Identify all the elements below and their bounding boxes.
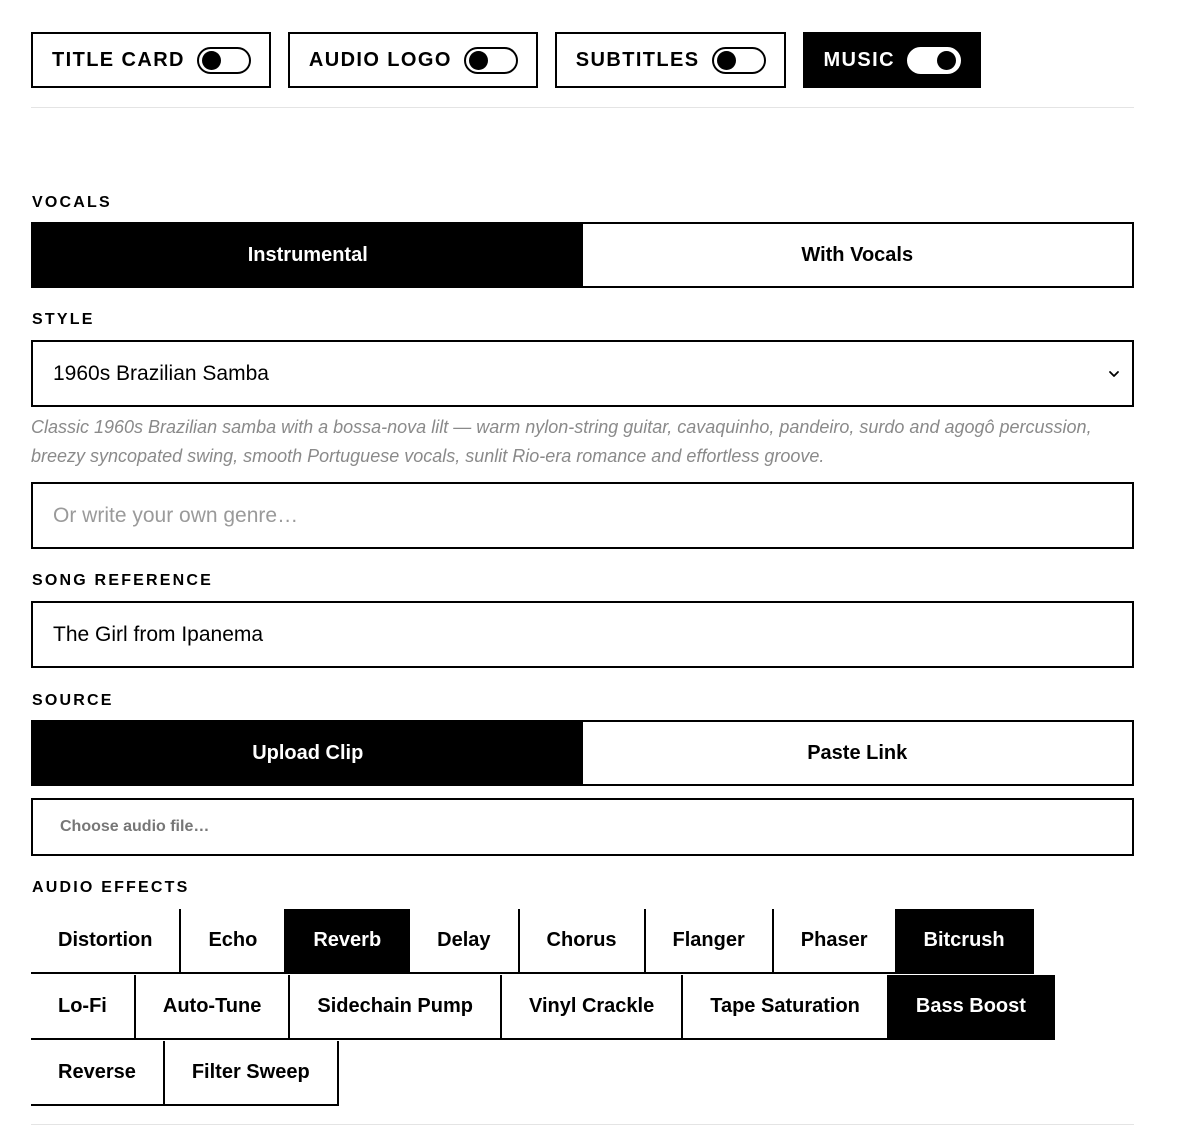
audio-logo-toggle[interactable] xyxy=(288,32,538,88)
style-description: Classic 1960s Brazilian samba with a bossa-nova lilt — warm nylon-string guitar, cavaquinho, pandeiro, surdo and agogô percussion, breezy syncopated swing, smooth Portuguese vocals, sunlit Rio-era romance and effortless groove. xyxy=(31,417,1092,466)
chevron-down-icon xyxy=(1108,368,1120,380)
effect-filter-sweep[interactable]: Filter Sweep xyxy=(165,1041,339,1104)
vocals-option-instrumental[interactable]: Instrumental xyxy=(33,224,583,286)
divider xyxy=(31,1124,1134,1125)
audio-logo-switch[interactable] xyxy=(464,47,518,74)
switch-knob xyxy=(469,51,488,70)
title-card-toggle-label: TITLE CARD xyxy=(52,48,185,71)
music-toggle-label: MUSIC xyxy=(823,48,895,71)
effect-sidechain-pump[interactable]: Sidechain Pump xyxy=(290,975,502,1038)
effects-row xyxy=(31,909,1034,974)
song-reference-value: The Girl from Ipanema xyxy=(53,622,264,646)
custom-genre-input[interactable] xyxy=(31,482,1134,549)
effect-reverse[interactable]: Reverse xyxy=(31,1041,165,1104)
title-card-toggle[interactable] xyxy=(31,32,271,88)
audio-file-picker[interactable] xyxy=(31,798,1134,856)
effect-lo-fi[interactable]: Lo-Fi xyxy=(31,975,136,1038)
subtitles-toggle-label: SUBTITLES xyxy=(575,48,700,71)
effect-reverb[interactable]: Reverb xyxy=(286,909,410,972)
style-select-value: 1960s Brazilian Samba xyxy=(53,361,269,385)
feature-toggles xyxy=(31,32,981,88)
effect-echo[interactable]: Echo xyxy=(181,909,286,972)
style-label: STYLE xyxy=(32,311,95,328)
effect-auto-tune[interactable]: Auto-Tune xyxy=(136,975,291,1038)
audio-effects-label: AUDIO EFFECTS xyxy=(32,879,190,896)
vocals-selector xyxy=(31,222,1134,288)
source-option-upload-clip[interactable]: Upload Clip xyxy=(33,722,583,784)
effect-distortion[interactable]: Distortion xyxy=(31,909,181,972)
effect-tape-saturation[interactable]: Tape Saturation xyxy=(683,975,889,1038)
vocals-option-with-vocals[interactable]: With Vocals xyxy=(583,224,1133,286)
subtitles-toggle[interactable] xyxy=(555,32,786,88)
custom-genre-placeholder: Or write your own genre… xyxy=(53,503,299,527)
subtitles-switch[interactable] xyxy=(712,47,766,74)
vocals-label: VOCALS xyxy=(32,194,112,211)
effect-vinyl-crackle[interactable]: Vinyl Crackle xyxy=(502,975,683,1038)
switch-knob xyxy=(937,51,956,70)
effect-bass-boost[interactable]: Bass Boost xyxy=(889,975,1055,1038)
audio-file-placeholder: Choose audio file… xyxy=(60,818,210,835)
song-reference-input[interactable] xyxy=(31,601,1134,668)
effects-row xyxy=(31,975,1055,1040)
switch-knob xyxy=(717,51,736,70)
source-option-paste-link[interactable]: Paste Link xyxy=(583,722,1133,784)
effect-flanger[interactable]: Flanger xyxy=(646,909,774,972)
source-selector xyxy=(31,720,1134,786)
song-reference-label: SONG REFERENCE xyxy=(32,572,214,589)
title-card-switch[interactable] xyxy=(197,47,251,74)
switch-knob xyxy=(202,51,221,70)
audio-effects-grid xyxy=(31,909,1141,1106)
divider xyxy=(31,107,1134,108)
audio-logo-toggle-label: AUDIO LOGO xyxy=(308,48,452,71)
effect-delay[interactable]: Delay xyxy=(410,909,519,972)
music-toggle[interactable] xyxy=(803,32,981,88)
effect-chorus[interactable]: Chorus xyxy=(520,909,646,972)
effect-bitcrush[interactable]: Bitcrush xyxy=(897,909,1034,972)
effect-phaser[interactable]: Phaser xyxy=(774,909,897,972)
style-select[interactable] xyxy=(31,340,1134,407)
effects-row xyxy=(31,1041,339,1106)
music-switch[interactable] xyxy=(907,47,961,74)
source-label: SOURCE xyxy=(32,692,114,709)
